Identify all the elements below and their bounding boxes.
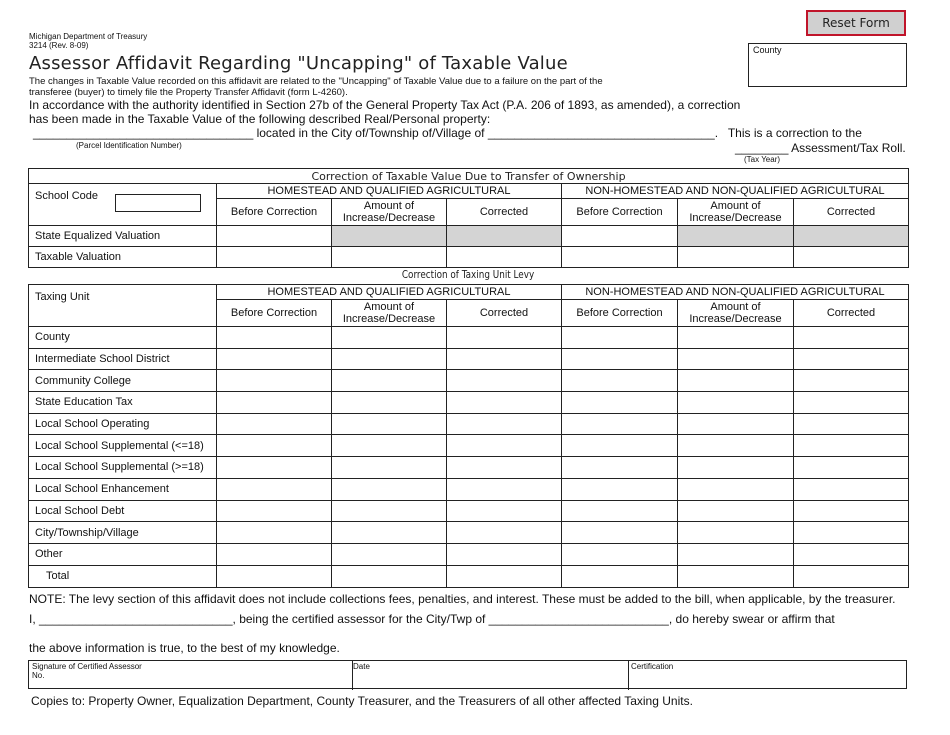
county-label: County bbox=[753, 45, 782, 55]
input-cell[interactable] bbox=[217, 392, 332, 414]
col-before-correction: Before Correction bbox=[217, 300, 332, 327]
input-cell[interactable] bbox=[794, 348, 909, 370]
input-cell[interactable] bbox=[217, 478, 332, 500]
input-cell[interactable] bbox=[217, 500, 332, 522]
input-cell[interactable] bbox=[562, 247, 678, 268]
input-cell[interactable] bbox=[562, 478, 678, 500]
col-amount: Amount of Increase/Decrease bbox=[678, 300, 794, 327]
row-label: Intermediate School District bbox=[29, 348, 217, 370]
input-cell[interactable] bbox=[562, 500, 678, 522]
row-label: Local School Operating bbox=[29, 413, 217, 435]
input-cell[interactable] bbox=[562, 348, 678, 370]
col-corrected: Corrected bbox=[447, 199, 562, 226]
input-cell[interactable] bbox=[794, 247, 909, 268]
input-cell[interactable] bbox=[447, 478, 562, 500]
signature-section bbox=[28, 660, 907, 689]
input-cell[interactable] bbox=[447, 392, 562, 414]
input-cell[interactable] bbox=[217, 457, 332, 479]
homestead-header: HOMESTEAD AND QUALIFIED AGRICULTURAL bbox=[217, 184, 562, 199]
input-cell[interactable] bbox=[332, 435, 447, 457]
table-row bbox=[29, 370, 909, 392]
input-cell[interactable] bbox=[217, 522, 332, 544]
table-row bbox=[29, 478, 909, 500]
input-cell[interactable] bbox=[678, 392, 794, 414]
input-cell[interactable] bbox=[678, 247, 794, 268]
input-cell[interactable] bbox=[217, 247, 332, 268]
input-cell[interactable] bbox=[794, 435, 909, 457]
col-corrected: Corrected bbox=[794, 199, 909, 226]
signature-field[interactable] bbox=[29, 661, 353, 690]
input-cell[interactable] bbox=[332, 457, 447, 479]
col-corrected: Corrected bbox=[447, 300, 562, 327]
school-code-input[interactable] bbox=[115, 194, 201, 212]
input-cell[interactable] bbox=[678, 565, 794, 587]
levy-note: NOTE: The levy section of this affidavit does not include collections fees, penalties, and interest. These must be added to the bill, when applicable, by the treasurer. bbox=[29, 592, 896, 606]
input-cell[interactable] bbox=[217, 543, 332, 565]
input-cell[interactable] bbox=[332, 348, 447, 370]
row-label: County bbox=[29, 327, 217, 349]
input-cell[interactable] bbox=[794, 392, 909, 414]
table-row bbox=[29, 392, 909, 414]
certification-label: Certification bbox=[631, 662, 674, 671]
signature-no-label: No. bbox=[32, 671, 45, 680]
row-label: Local School Debt bbox=[29, 500, 217, 522]
shaded-cell bbox=[332, 226, 447, 247]
input-cell[interactable] bbox=[678, 543, 794, 565]
input-cell[interactable] bbox=[447, 327, 562, 349]
row-label: Local School Enhancement bbox=[29, 478, 217, 500]
input-cell[interactable] bbox=[562, 435, 678, 457]
copies-to: Copies to: Property Owner, Equalization Department, County Treasurer, and the Treasurers of all other affected Taxing Units. bbox=[31, 694, 693, 708]
table-row bbox=[29, 247, 909, 268]
table-row bbox=[29, 522, 909, 544]
col-before-correction: Before Correction bbox=[217, 199, 332, 226]
input-cell[interactable] bbox=[678, 413, 794, 435]
input-cell[interactable] bbox=[678, 348, 794, 370]
certification-field[interactable] bbox=[628, 661, 904, 690]
table-row bbox=[29, 457, 909, 479]
table-row bbox=[29, 543, 909, 565]
input-cell[interactable] bbox=[217, 435, 332, 457]
input-cell[interactable] bbox=[678, 457, 794, 479]
row-label: Other bbox=[29, 543, 217, 565]
input-cell[interactable] bbox=[447, 348, 562, 370]
signature-label: Signature of Certified Assessor bbox=[32, 662, 142, 671]
taxing-unit-label: Taxing Unit bbox=[29, 285, 217, 327]
input-cell[interactable] bbox=[447, 413, 562, 435]
row-label: Taxable Valuation bbox=[29, 247, 217, 268]
table-row bbox=[29, 348, 909, 370]
table-row bbox=[29, 327, 909, 349]
input-cell[interactable] bbox=[447, 370, 562, 392]
input-cell[interactable] bbox=[678, 478, 794, 500]
table-row bbox=[29, 565, 909, 587]
row-label: City/Township/Village bbox=[29, 522, 217, 544]
row-label: Local School Supplemental (>=18) bbox=[29, 457, 217, 479]
statement-line-3: _________________________________ located in the City of/Township of/Village of __________________________________. This is a correction to the bbox=[33, 126, 862, 140]
input-cell[interactable] bbox=[562, 543, 678, 565]
col-before-correction: Before Correction bbox=[562, 199, 678, 226]
intro-line-2: transferee (buyer) to timely file the Property Transfer Affidavit (form L-4260). bbox=[29, 87, 348, 98]
input-cell[interactable] bbox=[794, 327, 909, 349]
form-number: 3214 (Rev. 8-09) bbox=[29, 41, 89, 50]
parcel-caption: (Parcel Identification Number) bbox=[76, 141, 182, 150]
col-amount: Amount of Increase/Decrease bbox=[332, 199, 447, 226]
input-cell[interactable] bbox=[678, 500, 794, 522]
tax-year-caption: (Tax Year) bbox=[744, 155, 781, 164]
col-corrected: Corrected bbox=[794, 300, 909, 327]
col-amount: Amount of Increase/Decrease bbox=[678, 199, 794, 226]
input-cell[interactable] bbox=[447, 435, 562, 457]
input-cell[interactable] bbox=[562, 413, 678, 435]
statement-line-2: has been made in the Taxable Value of the following described Real/Personal property: bbox=[29, 112, 491, 126]
row-label: Total bbox=[29, 565, 217, 587]
taxing-unit-levy-table bbox=[28, 284, 909, 588]
row-label: Community College bbox=[29, 370, 217, 392]
school-code-label: School Code bbox=[35, 190, 98, 202]
input-cell[interactable] bbox=[332, 565, 447, 587]
col-amount: Amount of Increase/Decrease bbox=[332, 300, 447, 327]
table-row bbox=[29, 413, 909, 435]
input-cell[interactable] bbox=[678, 327, 794, 349]
input-cell[interactable] bbox=[678, 435, 794, 457]
homestead-header: HOMESTEAD AND QUALIFIED AGRICULTURAL bbox=[217, 285, 562, 300]
input-cell[interactable] bbox=[562, 522, 678, 544]
table-row bbox=[29, 226, 909, 247]
date-label: Date bbox=[353, 662, 370, 671]
input-cell[interactable] bbox=[794, 413, 909, 435]
shaded-cell bbox=[447, 226, 562, 247]
input-cell[interactable] bbox=[562, 370, 678, 392]
input-cell[interactable] bbox=[794, 370, 909, 392]
row-label: State Equalized Valuation bbox=[29, 226, 217, 247]
input-cell[interactable] bbox=[332, 478, 447, 500]
department-name: Michigan Department of Treasury bbox=[29, 32, 148, 41]
input-cell[interactable] bbox=[217, 565, 332, 587]
row-label: State Education Tax bbox=[29, 392, 217, 414]
input-cell[interactable] bbox=[217, 226, 332, 247]
row-label: Local School Supplemental (<=18) bbox=[29, 435, 217, 457]
input-cell[interactable] bbox=[562, 392, 678, 414]
table-row bbox=[29, 500, 909, 522]
date-field[interactable] bbox=[350, 661, 629, 690]
oath-line: I, _____________________________, being the certified assessor for the City/Twp of ___________________________, do hereby swear or affirm that bbox=[29, 612, 835, 626]
input-cell[interactable] bbox=[332, 413, 447, 435]
input-cell[interactable] bbox=[562, 327, 678, 349]
taxable-value-table bbox=[28, 168, 909, 268]
school-code-cell bbox=[29, 184, 217, 226]
input-cell[interactable] bbox=[332, 522, 447, 544]
non-homestead-header: NON-HOMESTEAD AND NON-QUALIFIED AGRICULTURAL bbox=[562, 184, 909, 199]
input-cell[interactable] bbox=[794, 457, 909, 479]
county-field[interactable] bbox=[748, 43, 907, 87]
statement-line-4: ________ Assessment/Tax Roll. bbox=[735, 141, 906, 155]
shaded-cell bbox=[678, 226, 794, 247]
input-cell[interactable] bbox=[332, 370, 447, 392]
shaded-cell bbox=[794, 226, 909, 247]
col-before-correction: Before Correction bbox=[562, 300, 678, 327]
input-cell[interactable] bbox=[217, 413, 332, 435]
input-cell[interactable] bbox=[332, 327, 447, 349]
input-cell[interactable] bbox=[447, 543, 562, 565]
input-cell[interactable] bbox=[447, 500, 562, 522]
non-homestead-header: NON-HOMESTEAD AND NON-QUALIFIED AGRICULTURAL bbox=[562, 285, 909, 300]
input-cell[interactable] bbox=[447, 565, 562, 587]
table1-caption: Correction of Taxable Value Due to Transfer of Ownership bbox=[29, 169, 909, 184]
input-cell[interactable] bbox=[447, 522, 562, 544]
statement-line-1: In accordance with the authority identified in Section 27b of the General Property Tax Act (P.A. 206 of 1893, as amended), a correction bbox=[29, 98, 741, 112]
input-cell[interactable] bbox=[794, 522, 909, 544]
intro-line-1: The changes in Taxable Value recorded on this affidavit are related to the "Uncapping" of Taxable Value due to a failure on the part of the bbox=[29, 76, 603, 87]
oath-line-2: the above information is true, to the best of my knowledge. bbox=[29, 641, 340, 655]
input-cell[interactable] bbox=[217, 348, 332, 370]
input-cell[interactable] bbox=[562, 565, 678, 587]
input-cell[interactable] bbox=[447, 247, 562, 268]
input-cell[interactable] bbox=[562, 226, 678, 247]
input-cell[interactable] bbox=[447, 457, 562, 479]
input-cell[interactable] bbox=[332, 500, 447, 522]
input-cell[interactable] bbox=[332, 543, 447, 565]
reset-form-button[interactable]: Reset Form bbox=[806, 10, 906, 36]
input-cell[interactable] bbox=[794, 478, 909, 500]
input-cell[interactable] bbox=[562, 457, 678, 479]
input-cell[interactable] bbox=[794, 500, 909, 522]
table-row bbox=[29, 435, 909, 457]
page-title: Assessor Affidavit Regarding "Uncapping" of Taxable Value bbox=[29, 53, 568, 74]
table2-caption: Correction of Taxing Unit Levy bbox=[401, 268, 535, 281]
input-cell[interactable] bbox=[332, 392, 447, 414]
input-cell[interactable] bbox=[678, 370, 794, 392]
input-cell[interactable] bbox=[217, 370, 332, 392]
input-cell[interactable] bbox=[678, 522, 794, 544]
input-cell[interactable] bbox=[332, 247, 447, 268]
intro-text bbox=[29, 76, 729, 98]
input-cell[interactable] bbox=[794, 565, 909, 587]
input-cell[interactable] bbox=[217, 327, 332, 349]
input-cell[interactable] bbox=[794, 543, 909, 565]
